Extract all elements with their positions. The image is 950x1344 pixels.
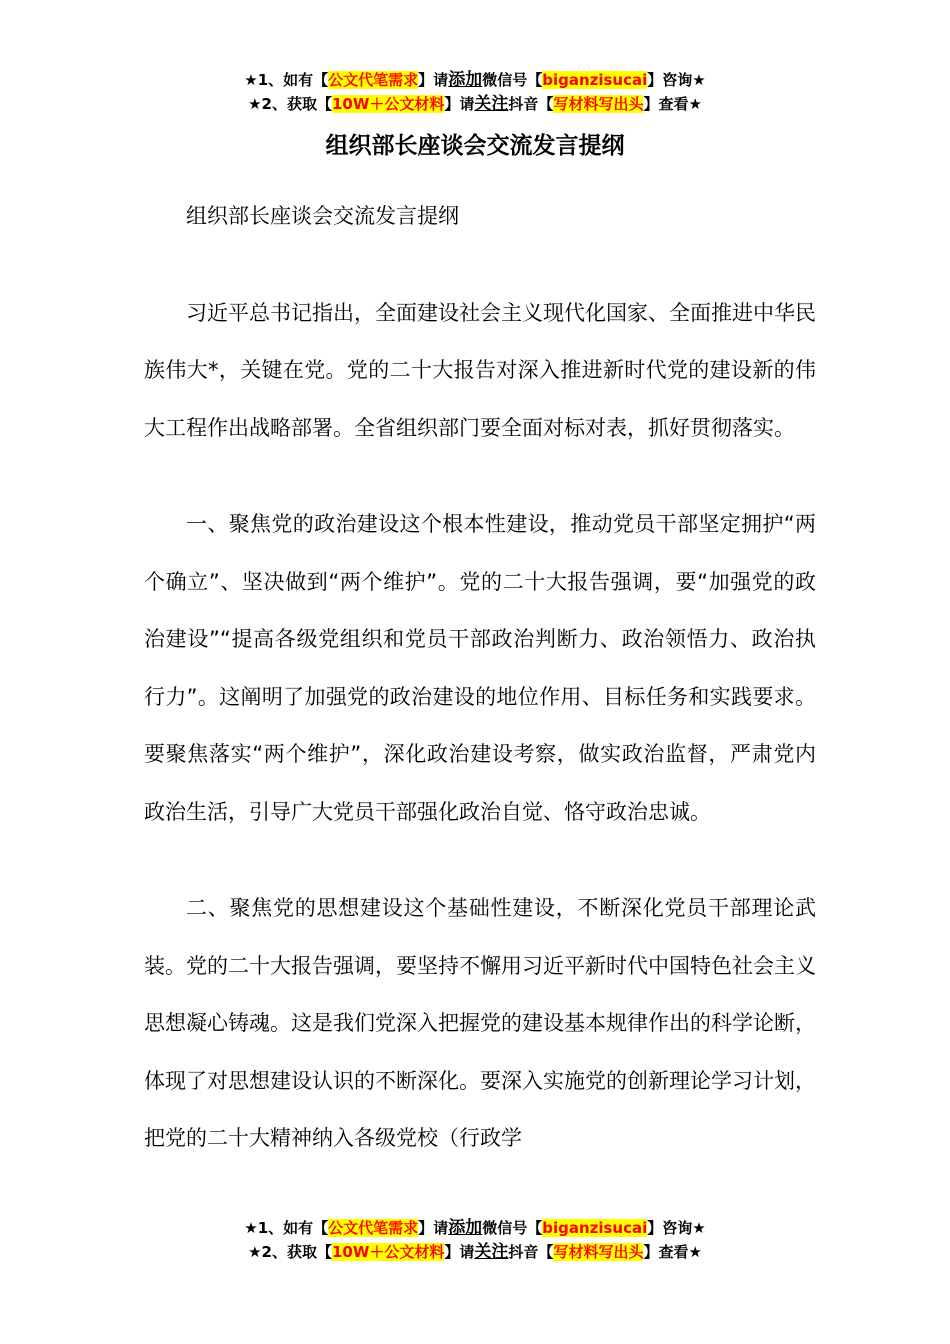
footer-banner (0, 1216, 950, 1264)
banner-text: ★1、如有【 (244, 71, 329, 89)
highlight-materials: 10W＋公文材料 (331, 1243, 445, 1261)
document-body (144, 188, 816, 1207)
highlight-wechat-id: biganzisucai (542, 71, 648, 89)
banner-text: 】咨询★ (647, 1219, 706, 1237)
banner-text: ★2、获取【 (248, 1243, 332, 1261)
paragraph-section-1: 一、聚焦党的政治建设这个根本性建设，推动党员干部坚定拥护“两个确立”、坚决做到“两个维护”。党的二十大报告强调，要“加强党的政治建设”“提高各级党组织和党员干部政治判断力、政治领悟力、政治执行力”。这阐明了加强党的政治建设的地位作用、目标任务和实践要求。要聚焦落实“两个维护”，深化政治建设考察，做实政治监督，严肃党内政治生活，引导广大党员干部强化政治自觉、恪守政治忠诚。 (144, 512, 816, 824)
banner-text: 】查看★ (643, 1243, 702, 1261)
banner-line-1 (0, 1216, 950, 1240)
banner-line-2 (0, 1240, 950, 1264)
banner-text: 】查看★ (643, 95, 702, 113)
banner-line-1 (0, 68, 950, 92)
header-banner (0, 68, 950, 116)
document-title: 组织部长座谈会交流发言提纲 (325, 133, 625, 159)
highlight-wechat-id: biganzisucai (542, 1219, 648, 1237)
banner-emphasis: 关注 (474, 94, 509, 114)
banner-emphasis: 关注 (474, 1242, 509, 1262)
banner-line-2 (0, 92, 950, 116)
banner-text: 抖音【 (508, 1243, 554, 1261)
banner-text: 】请 (444, 1243, 475, 1261)
highlight-materials: 10W＋公文材料 (331, 95, 445, 113)
banner-text: ★1、如有【 (244, 1219, 329, 1237)
banner-text: 微信号【 (482, 71, 543, 89)
banner-text: 】请 (444, 95, 475, 113)
banner-text: 】请 (418, 71, 449, 89)
highlight-douyin: 写材料写出头 (553, 95, 644, 113)
document-subtitle: 组织部长座谈会交流发言提纲 (186, 204, 459, 228)
highlight-service: 公文代笔需求 (328, 71, 419, 89)
banner-text: 】请 (418, 1219, 449, 1237)
banner-text: 微信号【 (482, 1219, 543, 1237)
banner-emphasis: 添加 (448, 70, 483, 90)
banner-text: 】咨询★ (647, 71, 706, 89)
paragraph-section-2: 二、聚焦党的思想建设这个基础性建设，不断深化党员干部理论武装。党的二十大报告强调，要坚持不懈用习近平新时代中国特色社会主义思想凝心铸魂。这是我们党深入把握党的建设基本规律作出的科学论断，体现了对思想建设认识的不断深化。要深入实施党的创新理论学习计划，把党的二十大精神纳入各级党校（行政学 (144, 896, 816, 1150)
banner-emphasis: 添加 (448, 1218, 483, 1238)
paragraph-intro: 习近平总书记指出，全面建设社会主义现代化国家、全面推进中华民族伟大*，关键在党。党的二十大报告对深入推进新时代党的建设新的伟大工程作出战略部署。全省组织部门要全面对标对表，抓好贯彻落实。 (144, 300, 816, 440)
banner-text: ★2、获取【 (248, 95, 332, 113)
banner-text: 抖音【 (508, 95, 554, 113)
highlight-service: 公文代笔需求 (328, 1219, 419, 1237)
highlight-douyin: 写材料写出头 (553, 1243, 644, 1261)
